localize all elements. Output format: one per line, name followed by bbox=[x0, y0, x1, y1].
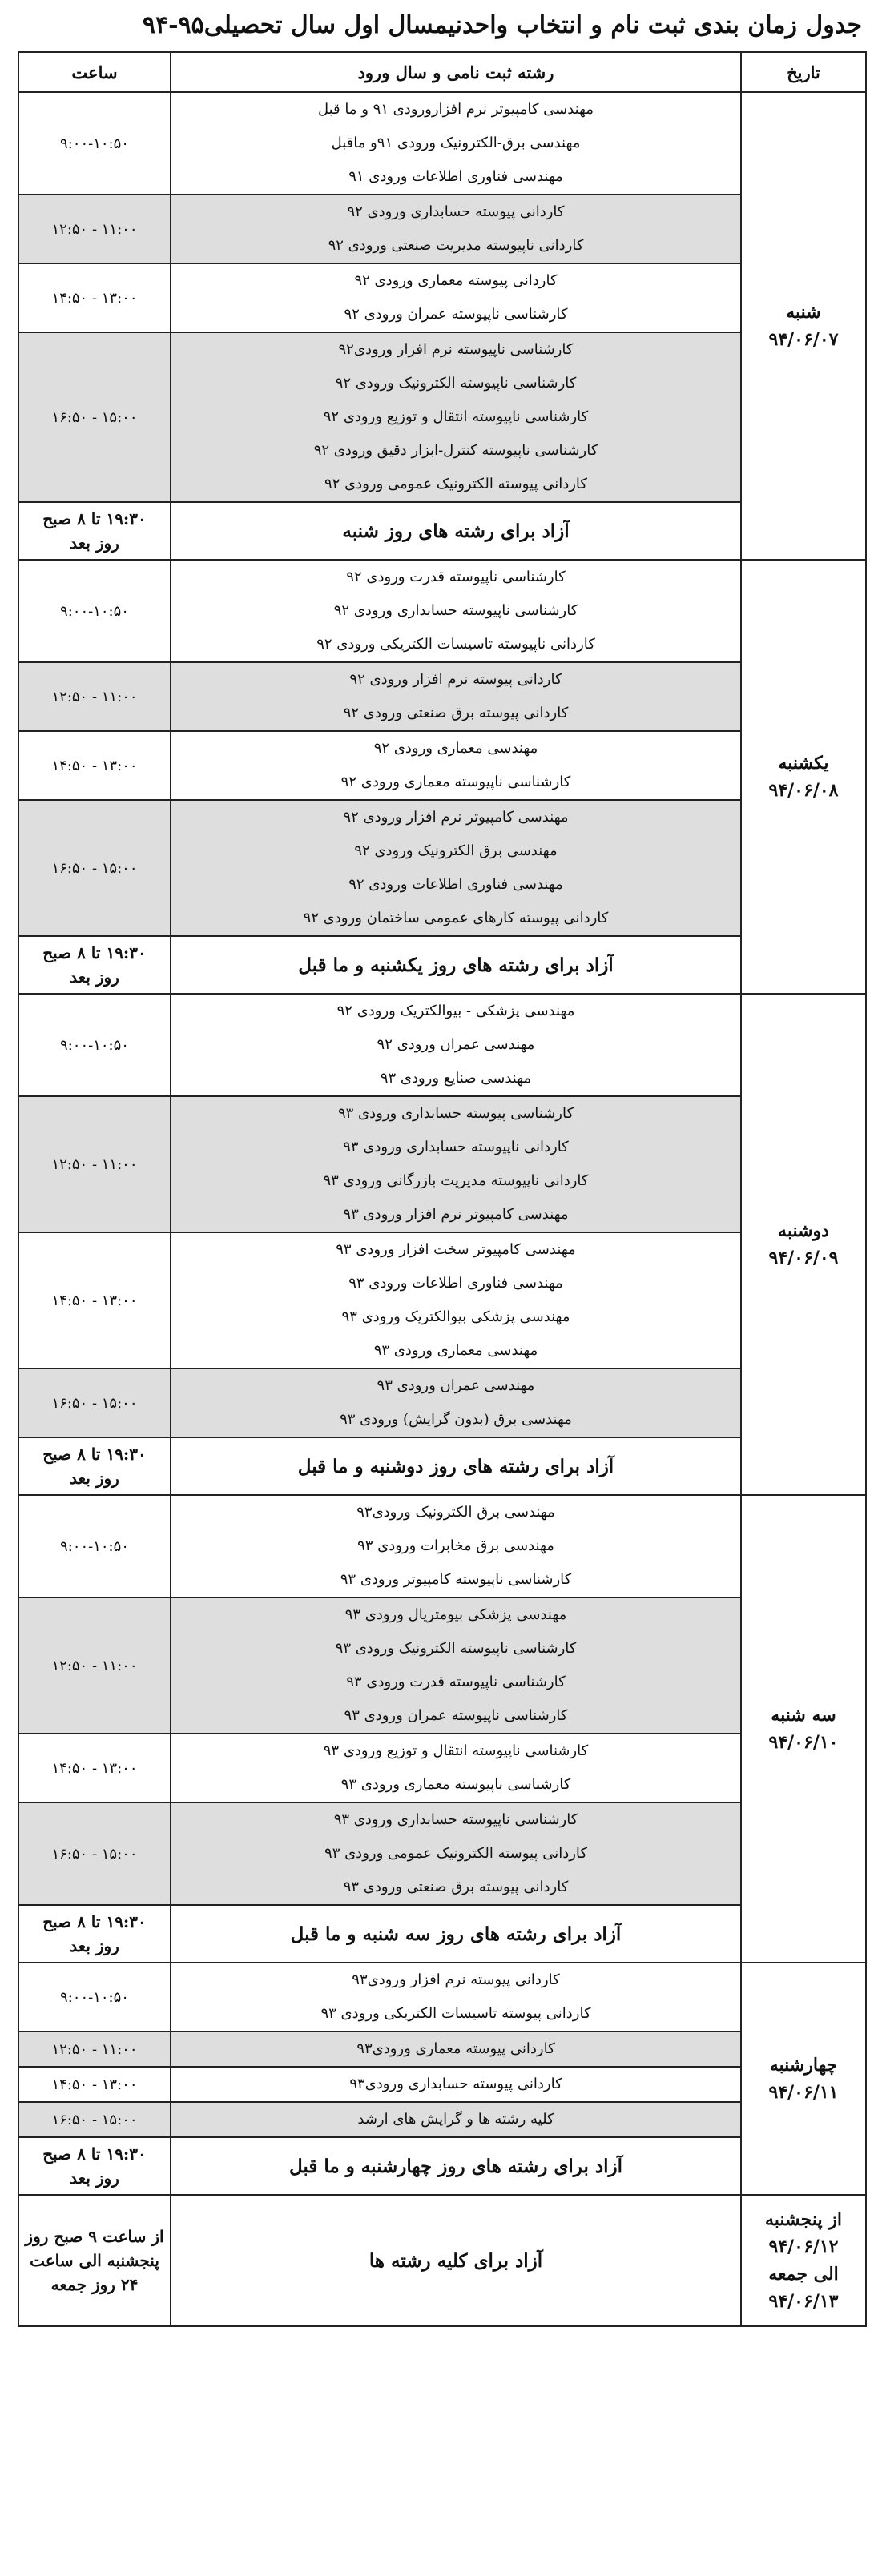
final-time-cell bbox=[18, 2195, 171, 2326]
time-cell bbox=[18, 195, 171, 263]
time-cell bbox=[18, 1963, 171, 2031]
time-slot: ۱۱:۰۰ - ۱۲:۵۰ bbox=[51, 1657, 138, 1674]
major-item: کاردانی پیوسته معماری ورودی ۹۲ bbox=[354, 272, 558, 289]
major-item: مهندسی برق الکترونیک ورودی ۹۲ bbox=[354, 842, 558, 859]
time-cell bbox=[18, 731, 171, 800]
majors-cell bbox=[171, 1096, 741, 1232]
time-slot: ۹:۰۰-۱۰:۵۰ bbox=[60, 602, 129, 620]
free-row bbox=[18, 502, 866, 560]
major-item: کارشناسی ناپیوسته حسابداری ورودی ۹۳ bbox=[333, 1811, 578, 1828]
table-row bbox=[18, 994, 866, 1096]
table-row bbox=[18, 92, 866, 195]
time-slot: ۱۳:۰۰ - ۱۴:۵۰ bbox=[51, 2076, 138, 2093]
page-title: جدول زمان بندی ثبت نام و انتخاب واحدنیمسال اول سال تحصیلی۹۵-۹۴ bbox=[142, 11, 862, 39]
major-item: کاردانی پیوسته کارهای عمومی ساختمان ورودی ۹۲ bbox=[303, 910, 609, 926]
time-cell bbox=[18, 2067, 171, 2102]
major-item: مهندسی فناوری اطلاعات ورودی ۹۳ bbox=[348, 1275, 563, 1292]
major-item: مهندسی پزشکی بیوالکتریک ورودی ۹۳ bbox=[341, 1308, 570, 1325]
majors-cell bbox=[171, 994, 741, 1096]
day-cell bbox=[741, 994, 866, 1495]
time-cell bbox=[18, 2031, 171, 2067]
major-item: مهندسی کامپیوتر سخت افزار ورودی ۹۳ bbox=[336, 1241, 576, 1258]
table-row bbox=[18, 1734, 866, 1802]
day-date: ۹۴/۰۶/۱۱ bbox=[768, 2082, 839, 2103]
free-time-line: ۱۹:۳۰ تا ۸ صبح bbox=[42, 509, 147, 528]
table-row bbox=[18, 1802, 866, 1905]
time-slot: ۱۳:۰۰ - ۱۴:۵۰ bbox=[51, 289, 138, 307]
free-cell: آزاد برای رشته های روز سه شنبه و ما قبل bbox=[171, 1905, 741, 1963]
final-time-line: پنجشنبه الی ساعت bbox=[30, 2251, 159, 2270]
majors-cell bbox=[171, 195, 741, 263]
major-item: کارشناسی ناپیوسته قدرت ورودی ۹۲ bbox=[346, 569, 566, 585]
table-row bbox=[18, 1096, 866, 1232]
time-cell bbox=[18, 263, 171, 332]
free-time-cell bbox=[18, 1905, 171, 1963]
time-cell bbox=[18, 1232, 171, 1368]
time-slot: ۱۳:۰۰ - ۱۴:۵۰ bbox=[51, 1759, 138, 1777]
free-row bbox=[18, 1905, 866, 1963]
major-item: کارشناسی پیوسته حسابداری ورودی ۹۳ bbox=[337, 1105, 574, 1122]
header-time: ساعت bbox=[18, 52, 171, 92]
free-time-line: روز بعد bbox=[70, 2168, 119, 2188]
major-item: کاردانی پیوسته نرم افزار ورودی۹۳ bbox=[352, 1971, 560, 1988]
schedule-table bbox=[18, 51, 867, 2327]
time-cell bbox=[18, 1368, 171, 1437]
majors-cell bbox=[171, 731, 741, 800]
majors-cell bbox=[171, 1232, 741, 1368]
majors-cell bbox=[171, 1734, 741, 1802]
major-item: کاردانی پیوسته الکترونیک عمومی ورودی ۹۳ bbox=[324, 1845, 587, 1862]
time-slot: ۹:۰۰-۱۰:۵۰ bbox=[60, 135, 129, 152]
time-cell bbox=[18, 1802, 171, 1905]
major-item: کارشناسی ناپیوسته نرم افزار ورودی۹۲ bbox=[338, 341, 574, 358]
final-date-line: ۹۴/۰۶/۱۲ bbox=[768, 2236, 839, 2257]
free-time-line: ۱۹:۳۰ تا ۸ صبح bbox=[42, 2144, 147, 2164]
time-cell bbox=[18, 1096, 171, 1232]
table-row bbox=[18, 263, 866, 332]
major-item: کاردانی ناپیوسته مدیریت صنعتی ورودی ۹۲ bbox=[328, 237, 584, 254]
free-time-line: روز بعد bbox=[70, 967, 119, 987]
majors-cell bbox=[171, 1802, 741, 1905]
free-time-line: روز بعد bbox=[70, 1469, 119, 1488]
table-row bbox=[18, 662, 866, 731]
final-time-line: از ساعت ۹ صبح روز bbox=[25, 2227, 164, 2246]
major-item: کاردانی پیوسته معماری ورودی۹۳ bbox=[356, 2040, 555, 2057]
major-item: مهندسی برق-الکترونیک ورودی ۹۱و ماقبل bbox=[331, 135, 581, 151]
free-time-line: ۱۹:۳۰ تا ۸ صبح bbox=[42, 1445, 147, 1464]
day-name: چهارشنبه bbox=[769, 2055, 838, 2076]
header-major: رشته ثبت نامی و سال ورود bbox=[171, 52, 741, 92]
header-date: تاریخ bbox=[741, 52, 866, 92]
final-row bbox=[18, 2195, 866, 2326]
table-row bbox=[18, 1495, 866, 1597]
time-slot: ۱۱:۰۰ - ۱۲:۵۰ bbox=[51, 1155, 138, 1173]
table-row bbox=[18, 1963, 866, 2031]
major-item: کارشناسی ناپیوسته حسابداری ورودی ۹۲ bbox=[333, 602, 578, 619]
final-time-line: ۲۴ روز جمعه bbox=[50, 2275, 139, 2294]
time-slot: ۱۵:۰۰ - ۱۶:۵۰ bbox=[51, 859, 138, 877]
time-slot: ۱۵:۰۰ - ۱۶:۵۰ bbox=[51, 408, 138, 426]
major-item: کاردانی ناپیوسته حسابداری ورودی ۹۳ bbox=[343, 1139, 569, 1155]
time-slot: ۱۵:۰۰ - ۱۶:۵۰ bbox=[51, 1845, 138, 1863]
major-item: مهندسی پزشکی - بیوالکتریک ورودی ۹۲ bbox=[336, 1003, 575, 1019]
table-row bbox=[18, 195, 866, 263]
majors-cell bbox=[171, 263, 741, 332]
major-item: کاردانی پیوسته برق صنعتی ورودی ۹۲ bbox=[343, 705, 569, 721]
major-item: کاردانی ناپیوسته تاسیسات الکتریکی ورودی ۹۲ bbox=[316, 636, 595, 653]
day-name: یکشنبه bbox=[778, 753, 829, 774]
major-item: کاردانی پیوسته الکترونیک عمومی ورودی ۹۲ bbox=[324, 476, 587, 492]
time-slot: ۹:۰۰-۱۰:۵۰ bbox=[60, 1988, 129, 2006]
time-cell bbox=[18, 92, 171, 195]
major-item: مهندسی کامپیوتر نرم افزارورودی ۹۱ و ما قبل bbox=[317, 101, 594, 118]
major-item: مهندسی عمران ورودی ۹۲ bbox=[377, 1036, 535, 1053]
free-time-line: روز بعد bbox=[70, 533, 119, 553]
majors-cell bbox=[171, 800, 741, 936]
day-cell bbox=[741, 560, 866, 994]
schedule-body bbox=[18, 92, 866, 2326]
day-date: ۹۴/۰۶/۰۹ bbox=[768, 1248, 839, 1268]
majors-cell bbox=[171, 662, 741, 731]
major-item: کاردانی پیوسته نرم افزار ورودی ۹۲ bbox=[349, 671, 562, 688]
major-item: مهندسی برق مخابرات ورودی ۹۳ bbox=[357, 1537, 554, 1554]
time-cell bbox=[18, 800, 171, 936]
major-item: مهندسی کامپیوتر نرم افزار ورودی ۹۲ bbox=[343, 809, 569, 826]
major-item: کارشناسی ناپیوسته قدرت ورودی ۹۳ bbox=[346, 1674, 566, 1690]
major-item: کارشناسی ناپیوسته الکترونیک ورودی ۹۲ bbox=[335, 375, 577, 392]
major-item: مهندسی معماری ورودی ۹۳ bbox=[373, 1342, 538, 1359]
time-slot: ۱۵:۰۰ - ۱۶:۵۰ bbox=[51, 1394, 138, 1412]
table-row bbox=[18, 560, 866, 662]
free-time-cell bbox=[18, 502, 171, 560]
major-item: مهندسی فناوری اطلاعات ورودی ۹۱ bbox=[348, 168, 563, 185]
free-time-cell bbox=[18, 1437, 171, 1495]
majors-cell bbox=[171, 92, 741, 195]
free-time-line: ۱۹:۳۰ تا ۸ صبح bbox=[42, 1912, 147, 1931]
free-cell: آزاد برای رشته های روز دوشنبه و ما قبل bbox=[171, 1437, 741, 1495]
major-item: کارشناسی ناپیوسته کامپیوتر ورودی ۹۳ bbox=[340, 1571, 572, 1588]
time-cell bbox=[18, 332, 171, 502]
majors-cell bbox=[171, 560, 741, 662]
time-cell bbox=[18, 994, 171, 1096]
free-cell: آزاد برای رشته های روز یکشنبه و ما قبل bbox=[171, 936, 741, 994]
table-row bbox=[18, 1368, 866, 1437]
time-cell bbox=[18, 1495, 171, 1597]
table-row bbox=[18, 731, 866, 800]
major-item: کارشناسی ناپیوسته معماری ورودی ۹۳ bbox=[340, 1776, 571, 1793]
final-date-line: از پنجشنبه bbox=[764, 2209, 843, 2230]
free-row bbox=[18, 936, 866, 994]
major-item: کلیه رشته ها و گرایش های ارشد bbox=[357, 2111, 554, 2128]
majors-cell bbox=[171, 2102, 741, 2137]
time-cell bbox=[18, 662, 171, 731]
free-time-line: روز بعد bbox=[70, 1936, 119, 1955]
majors-cell bbox=[171, 1495, 741, 1597]
major-item: مهندسی برق (بدون گرایش) ورودی ۹۳ bbox=[340, 1411, 572, 1428]
table-row bbox=[18, 1597, 866, 1734]
day-name: دوشنبه bbox=[778, 1220, 829, 1241]
majors-cell bbox=[171, 2031, 741, 2067]
time-cell bbox=[18, 560, 171, 662]
time-slot: ۱۱:۰۰ - ۱۲:۵۰ bbox=[51, 2040, 138, 2058]
time-slot: ۱۳:۰۰ - ۱۴:۵۰ bbox=[51, 1292, 138, 1309]
major-item: مهندسی کامپیوتر نرم افزار ورودی ۹۳ bbox=[343, 1206, 569, 1223]
free-time-cell bbox=[18, 2137, 171, 2195]
table-row bbox=[18, 1232, 866, 1368]
time-cell bbox=[18, 1734, 171, 1802]
free-row bbox=[18, 1437, 866, 1495]
majors-cell bbox=[171, 332, 741, 502]
final-text-cell: آزاد برای کلیه رشته ها bbox=[171, 2195, 741, 2326]
day-date: ۹۴/۰۶/۰۸ bbox=[768, 780, 839, 801]
table-header-row bbox=[18, 52, 866, 92]
major-item: کارشناسی ناپیوسته انتقال و توزیع ورودی ۹۳ bbox=[323, 1742, 589, 1759]
majors-cell bbox=[171, 2067, 741, 2102]
major-item: کارشناسی ناپیوسته معماری ورودی ۹۲ bbox=[340, 774, 571, 790]
major-item: کارشناسی ناپیوسته عمران ورودی ۹۳ bbox=[344, 1707, 568, 1724]
major-item: مهندسی فناوری اطلاعات ورودی ۹۲ bbox=[348, 876, 563, 893]
majors-cell bbox=[171, 1963, 741, 2031]
day-cell bbox=[741, 92, 866, 560]
major-item: مهندسی معماری ورودی ۹۲ bbox=[373, 740, 538, 757]
final-date-line: ۹۴/۰۶/۱۳ bbox=[768, 2291, 839, 2312]
free-row bbox=[18, 2137, 866, 2195]
major-item: کارشناسی ناپیوسته عمران ورودی ۹۲ bbox=[344, 306, 568, 323]
major-item: کاردانی پیوسته برق صنعتی ورودی ۹۳ bbox=[343, 1879, 569, 1895]
major-item: کارشناسی ناپیوسته کنترل-ابزار دقیق ورودی ۹۲ bbox=[313, 442, 598, 459]
time-cell bbox=[18, 2102, 171, 2137]
day-cell bbox=[741, 1963, 866, 2195]
time-slot: ۱۳:۰۰ - ۱۴:۵۰ bbox=[51, 757, 138, 774]
major-item: کارشناسی ناپیوسته الکترونیک ورودی ۹۳ bbox=[335, 1640, 577, 1657]
major-item: کاردانی پیوسته تاسیسات الکتریکی ورودی ۹۳ bbox=[320, 2005, 591, 2022]
time-slot: ۹:۰۰-۱۰:۵۰ bbox=[60, 1537, 129, 1555]
table-row bbox=[18, 2067, 866, 2102]
major-item: مهندسی برق الکترونیک ورودی۹۳ bbox=[356, 1504, 555, 1521]
day-name: سه شنبه bbox=[771, 1705, 836, 1726]
final-date-line: الی جمعه bbox=[768, 2264, 839, 2285]
table-row bbox=[18, 332, 866, 502]
day-name: شنبه bbox=[786, 302, 821, 323]
majors-cell bbox=[171, 1368, 741, 1437]
free-time-cell bbox=[18, 936, 171, 994]
time-slot: ۹:۰۰-۱۰:۵۰ bbox=[60, 1036, 129, 1054]
day-cell bbox=[741, 1495, 866, 1963]
major-item: کاردانی پیوسته حسابداری ورودی ۹۲ bbox=[347, 203, 565, 220]
major-item: کاردانی پیوسته حسابداری ورودی۹۳ bbox=[349, 2076, 562, 2092]
free-time-line: ۱۹:۳۰ تا ۸ صبح bbox=[42, 943, 147, 962]
time-slot: ۱۱:۰۰ - ۱۲:۵۰ bbox=[51, 220, 138, 238]
major-item: مهندسی پزشکی بیومتریال ورودی ۹۳ bbox=[344, 1606, 567, 1623]
majors-cell bbox=[171, 1597, 741, 1734]
major-item: مهندسی عمران ورودی ۹۳ bbox=[377, 1377, 535, 1394]
table-row bbox=[18, 800, 866, 936]
major-item: مهندسی صنایع ورودی ۹۳ bbox=[380, 1070, 532, 1087]
time-slot: ۱۱:۰۰ - ۱۲:۵۰ bbox=[51, 688, 138, 705]
free-cell: آزاد برای رشته های روز شنبه bbox=[171, 502, 741, 560]
free-cell: آزاد برای رشته های روز چهارشنبه و ما قبل bbox=[171, 2137, 741, 2195]
table-row bbox=[18, 2031, 866, 2067]
time-cell bbox=[18, 1597, 171, 1734]
final-date-cell bbox=[741, 2195, 866, 2326]
major-item: کارشناسی ناپیوسته انتقال و توزیع ورودی ۹۲ bbox=[323, 408, 589, 425]
day-date: ۹۴/۰۶/۰۷ bbox=[768, 329, 839, 350]
table-row bbox=[18, 2102, 866, 2137]
day-date: ۹۴/۰۶/۱۰ bbox=[768, 1732, 839, 1753]
major-item: کاردانی ناپیوسته مدیریت بازرگانی ورودی ۹۳ bbox=[323, 1172, 589, 1189]
time-slot: ۱۵:۰۰ - ۱۶:۵۰ bbox=[51, 2111, 138, 2128]
